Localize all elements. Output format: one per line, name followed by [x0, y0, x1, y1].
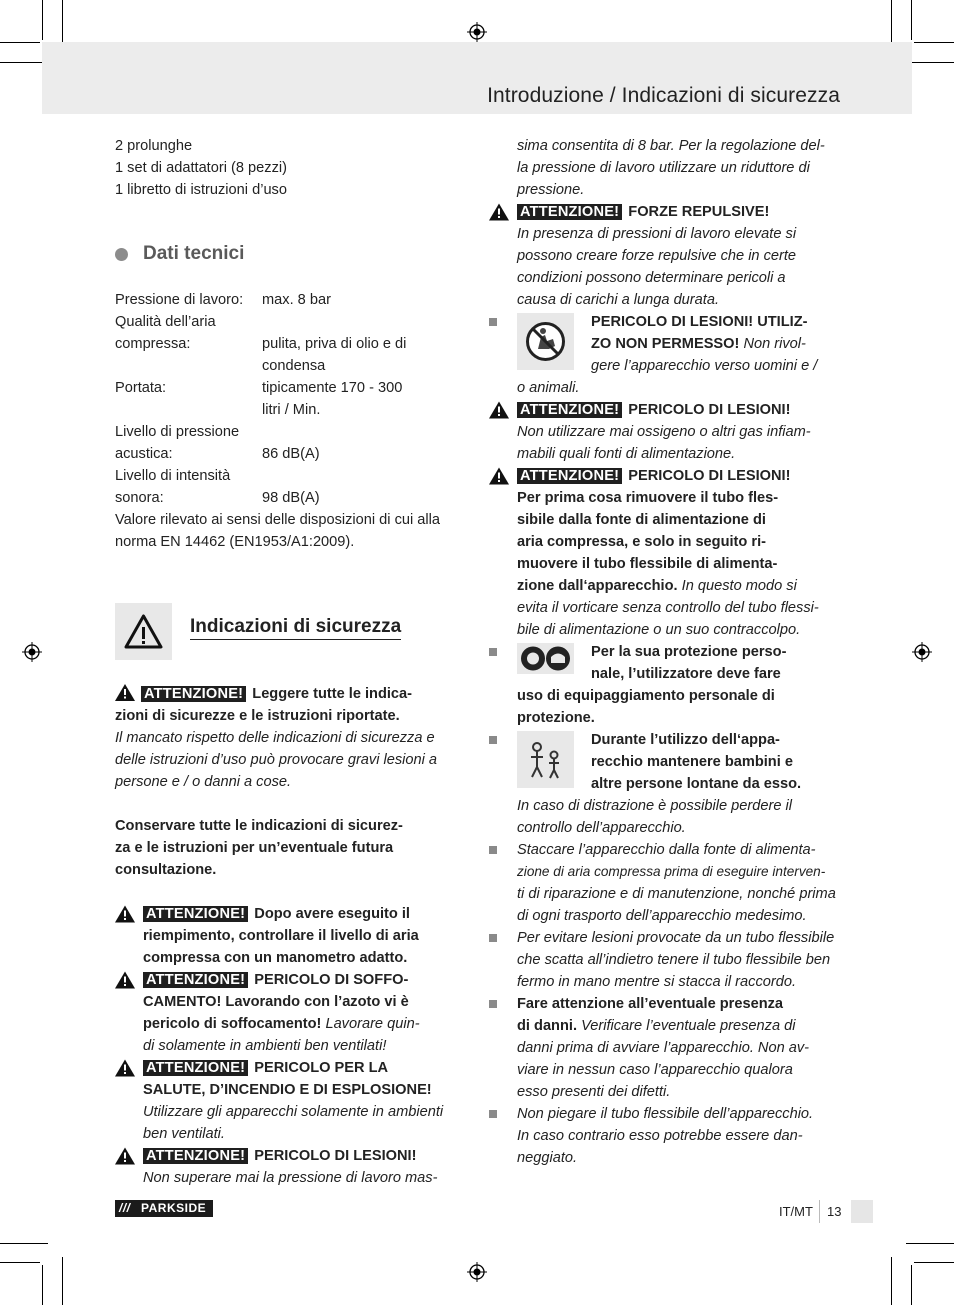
list-item: 1 set di adattatori (8 pezzi): [115, 160, 287, 176]
warning-triangle-icon: [489, 203, 509, 221]
keep-children-away-box: [517, 731, 574, 788]
no-pointing-box: [517, 313, 574, 370]
registration-mark-icon: [467, 22, 487, 42]
registration-mark-icon: [912, 642, 932, 662]
spec-row: sonora: 98 dB(A): [115, 490, 320, 506]
left-column: [115, 135, 467, 201]
bullet-square-icon: [489, 934, 497, 942]
language-code: IT/MT: [779, 1204, 813, 1219]
left-warnings: ATTENZIONE! Leggere tutte le indica- zioni di sicurezze e le istruzioni riportate. Il mancato rispetto delle indicazioni di sicurezza e delle istruzioni d’uso può provocare gravi lesioni a persone e / o danni a cose. Conservare tutte le indicazioni di sicurez- za e le istruzioni per un’eventuale futura consultazione. ATTENZIONE! Dopo avere eseguito il riempimento, controllare il livello di aria compressa con un manometro adatto. ATTENZIONE! PERICOLO DI SOFFO- CAMENTO! Lavorando con l’azoto vi è pericolo di soffocamento! Lavorare quin- di solamente in ambienti ben ventilati! ATTENZIONE! PERICOLO PER LA SALUTE, D’INCENDIO E DI ESPLOSIONE! Utilizzare gli apparecchi solamente in ambienti ben ventilati. ATTENZIONE! PERICOLO DI LESIONI! Non superare mai la pressione di lavoro mas-: [115, 686, 444, 1186]
measure-note: Valore rilevato ai sensi delle disposizioni di cui alla: [115, 512, 441, 528]
spec-row: acustica: 86 dB(A): [115, 446, 320, 462]
crop-mark: [911, 1265, 912, 1305]
attention-badge: ATTENZIONE!: [517, 468, 622, 484]
bullet-square-icon: [489, 736, 497, 744]
crop-mark: [891, 0, 892, 48]
crop-mark: [891, 1257, 892, 1305]
spec-row: litri / Min.: [262, 402, 321, 418]
crop-mark: [42, 0, 43, 40]
warning-triangle-icon: [489, 467, 509, 485]
crop-mark: [914, 1262, 954, 1263]
crop-mark: [0, 42, 40, 43]
registration-mark-icon: [467, 1262, 487, 1282]
measure-note: norma EN 14462 (EN1953/A1:2009).: [115, 534, 355, 550]
page-number: 13: [827, 1204, 842, 1219]
spec-row: Livello di pressione: [115, 424, 240, 440]
crop-mark: [906, 1243, 954, 1244]
bullet-dot-icon: [115, 248, 128, 261]
warning-triangle-icon: [115, 905, 135, 923]
attention-badge: ATTENZIONE!: [141, 686, 246, 702]
crop-mark: [914, 42, 954, 43]
protective-equipment-box: [517, 643, 574, 674]
crop-mark: [0, 1243, 48, 1244]
no-pointing-icon: [517, 313, 574, 370]
right-column: sima consentita di 8 bar. Per la regolazione del- la pressione di lavoro utilizzare un riduttore di pressione. ATTENZIONE! FORZE REPULSIVE! In presenza di pressioni di lavoro elevate si possono creare forze repulsive che in certe condizioni possono determinare pericoli a causa di carichi a lunga durata. PERICOLO DI LESIONI! UTILIZ- ZO NON PERMESSO! Non rivol- gere l’apparecchio verso uomini e / o animali. ATTENZIONE! PERICOLO DI LESIONI! Non utilizzare mai ossigeno o altri gas infiam- mabili quali fonti di alimentazione. ATTENZIONE! PERICOLO DI LESIONI! Per prima cosa rimuovere il tubo fles- sibile dalla fonte di alimentazione di aria compressa, e solo in seguito ri- muovere il tubo flessibile di alimenta- zione dall‘apparecchio. In questo modo si evita il vorticare senza controllo del tubo flessi- bile di alimentazione o un suo contraccolpo. Per la sua protezione perso- nale, l’utilizzatore deve fare uso di equipaggiamento personale di protezione. Durante l’utilizzo dell‘appa- recchio mantenere bambini e altre persone lontane da esso. In caso di distrazione è possibile perdere il controllo dell’apparecchio. Staccare l’apparecchio dalla fonte di alimenta- zione di aria compressa prima di eseguire interven- ti di riparazione e di manutenzione, nonché prima di ogni trasporto dell’apparecchio medesimo. Per evitare lesioni provocate da un tubo flessibile che scatta all’indietro tenere il tubo flessibile ben fermo in mano mentre si stacca il raccordo. Fare attenzione all’eventuale presenza di danni. Verificare l’eventuale presenza di danni prima di avviare l’apparecchio. Non av- viare in nessun caso l’apparecchio qualora esso presenti dei difetti. Non piegare il tubo flessibile dell’apparecchio. In caso contrario esso potrebbe essere dan- neggiato.: [489, 135, 841, 1169]
crop-mark: [62, 1257, 63, 1305]
attention-badge: ATTENZIONE!: [143, 906, 248, 922]
crop-mark: [0, 1262, 40, 1263]
spec-row: compressa: pulita, priva di olio e di: [115, 336, 407, 352]
warning-triangle-icon: [489, 401, 509, 419]
crop-mark: [42, 1265, 43, 1305]
safety-heading: Indicazioni di sicurezza: [190, 616, 401, 640]
logo-slashes-icon: ///: [119, 1201, 131, 1215]
attention-badge: ATTENZIONE!: [517, 204, 622, 220]
spec-row: Portata: tipicamente 170 - 300: [115, 380, 403, 396]
brand-logo: /// PARKSIDE: [115, 1200, 213, 1217]
bullet-square-icon: [489, 318, 497, 326]
crop-mark: [0, 62, 48, 63]
list-item: 1 libretto di istruzioni d’uso: [115, 182, 287, 198]
warning-box: [115, 603, 172, 660]
registration-mark-icon: [22, 642, 42, 662]
attention-badge: ATTENZIONE!: [143, 1060, 248, 1076]
footer-divider: [819, 1200, 820, 1223]
tech-heading: Dati tecnici: [143, 243, 245, 264]
list-item: 2 prolunghe: [115, 138, 193, 154]
crop-mark: [906, 62, 954, 63]
bullet-square-icon: [489, 1000, 497, 1008]
protective-equipment-icon: [517, 643, 574, 674]
crop-mark: [911, 0, 912, 40]
keep-children-away-icon: [517, 731, 574, 788]
warning-triangle-icon: [115, 1147, 135, 1165]
bullet-square-icon: [489, 648, 497, 656]
spec-table: [115, 289, 467, 553]
spec-row: Qualità dell’aria: [115, 314, 216, 330]
footer-tab: [851, 1200, 873, 1223]
warning-triangle-icon: [115, 971, 135, 989]
bullet-square-icon: [489, 1110, 497, 1118]
spec-row: condensa: [262, 358, 326, 374]
spec-row: Pressione di lavoro: max. 8 bar: [115, 292, 331, 308]
page-title: Introduzione / Indicazioni di sicurezza: [487, 84, 840, 107]
spec-row: Livello di intensità: [115, 468, 231, 484]
warning-triangle-icon: [115, 684, 135, 701]
attention-badge: ATTENZIONE!: [517, 402, 622, 418]
attention-badge: ATTENZIONE!: [143, 972, 248, 988]
warning-triangle-icon: [115, 1059, 135, 1077]
bullet-square-icon: [489, 846, 497, 854]
warning-triangle-icon: [115, 603, 172, 660]
crop-mark: [62, 0, 63, 48]
attention-badge: ATTENZIONE!: [143, 1148, 248, 1164]
